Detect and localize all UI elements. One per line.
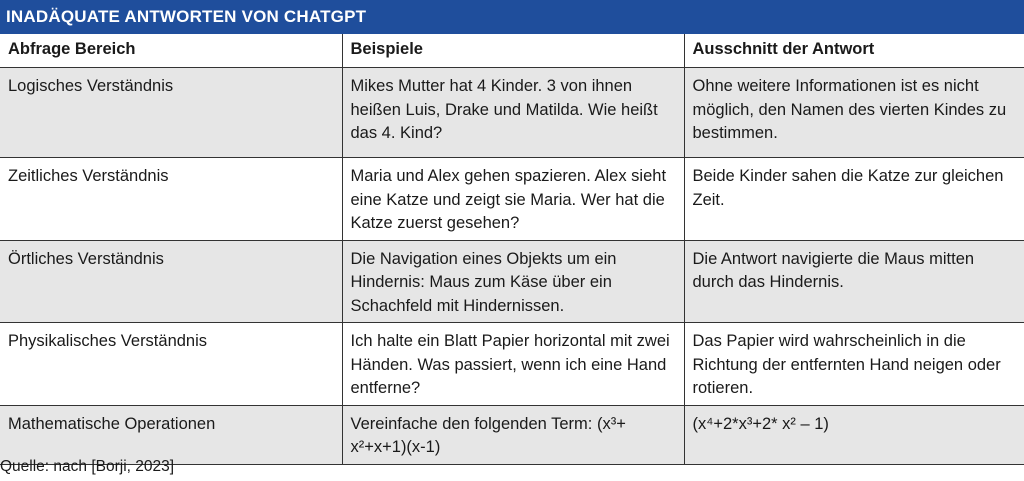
cell-example: Ich halte ein Blatt Papier horizontal mit zwei Händen. Was passiert, wenn ich eine Hand entferne? (342, 323, 684, 406)
cell-area: Physikalisches Verständnis (0, 323, 342, 406)
cell-answer: Beide Kinder sahen die Katze zur gleichen Zeit. (684, 158, 1024, 241)
cell-answer: (x⁴+2*x³+2* x² – 1) (684, 405, 1024, 464)
cell-answer: Die Antwort navigierte die Maus mitten durch das Hindernis. (684, 240, 1024, 323)
cell-answer: Ohne weitere Informationen ist es nicht möglich, den Namen des vierten Kindes zu bestimmen. (684, 68, 1024, 158)
cell-example: Vereinfache den folgenden Term: (x³+ x²+x+1)(x-1) (342, 405, 684, 464)
table-header-row (0, 34, 1024, 68)
source-note: Quelle: nach [Borji, 2023] (0, 458, 175, 475)
cell-example: Die Navigation eines Objekts um ein Hindernis: Maus zum Käse über ein Schachfeld mit Hindernissen. (342, 240, 684, 323)
responses-table (0, 34, 1024, 465)
table-row (0, 158, 1024, 241)
cell-example: Maria und Alex gehen spazieren. Alex sieht eine Katze und zeigt sie Maria. Wer hat die Katze zuerst gesehen? (342, 158, 684, 241)
table-row (0, 240, 1024, 323)
cell-answer: Das Papier wird wahrscheinlich in die Richtung der entfernten Hand neigen oder rotieren. (684, 323, 1024, 406)
column-header-examples: Beispiele (342, 34, 684, 68)
cell-area: Mathematische Operationen (0, 405, 342, 464)
cell-area: Logisches Verständnis (0, 68, 342, 158)
cell-area: Zeitliches Verständnis (0, 158, 342, 241)
column-header-answer: Ausschnitt der Antwort (684, 34, 1024, 68)
table-row (0, 68, 1024, 158)
column-header-area: Abfrage Bereich (0, 34, 342, 68)
cell-example: Mikes Mutter hat 4 Kinder. 3 von ihnen heißen Luis, Drake und Matilda. Wie heißt das 4. Kind? (342, 68, 684, 158)
table-title: INADÄQUATE ANTWORTEN VON CHATGPT (0, 0, 1024, 34)
cell-area: Örtliches Verständnis (0, 240, 342, 323)
table-row (0, 323, 1024, 406)
